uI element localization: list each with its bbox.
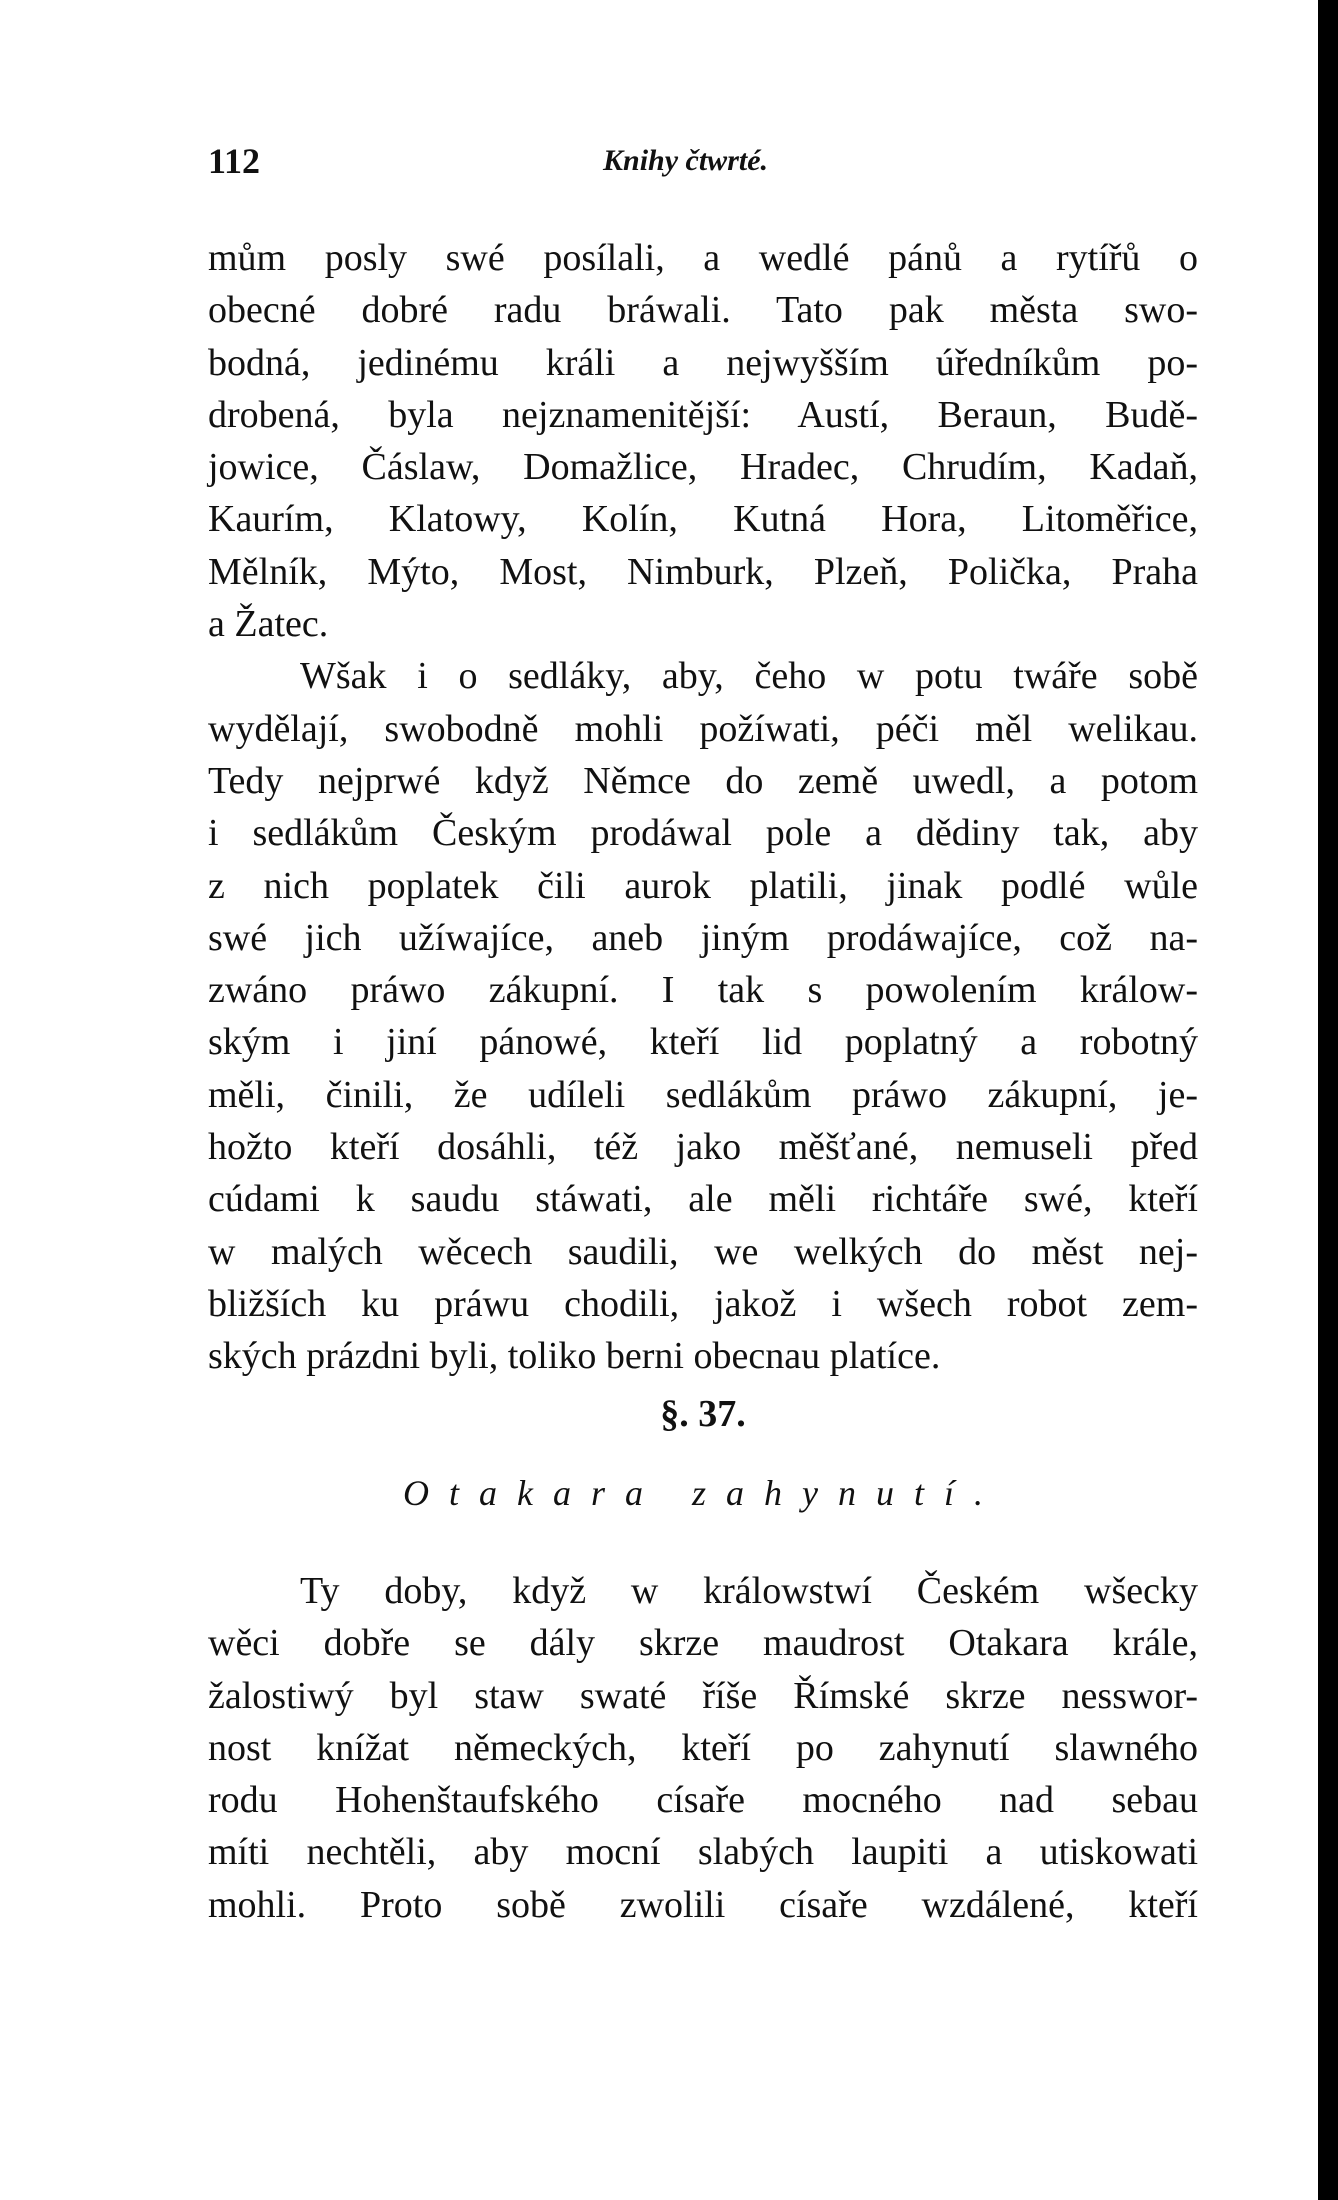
text-line: rodu Hohenštaufského císaře mocného nad sebau: [208, 1779, 1198, 1822]
text-line: bližších ku práwu chodili, jakož i wšech robot zem-: [208, 1282, 1198, 1325]
running-title: Knihy čtwrté.: [603, 144, 769, 177]
text-line: hožto kteří dosáhli, též jako měšťané, nemuseli před: [208, 1126, 1198, 1169]
text-line: i sedlákům Českým prodáwal pole a dědiny tak, aby: [208, 812, 1198, 855]
text-line: mům posly swé posílali, a wedlé pánů a rytířů o: [208, 237, 1198, 279]
text-line: wydělají, swobodně mohli požíwati, péči měl welikau.: [208, 707, 1198, 750]
text-line: Tedy nejprwé když Němce do země uwedl, a potom: [208, 759, 1198, 802]
text-line: obecné dobré radu bráwali. Tato pak města swo-: [208, 289, 1198, 332]
text-line: bodná, jedinému králi a nejwyšším úředníkům po-: [208, 341, 1198, 384]
scan-border: [1318, 0, 1338, 2200]
page-header: [208, 140, 1198, 190]
text-line: ským i jiní pánowé, kteří lid poplatný a robotný: [208, 1021, 1198, 1064]
text-line: z nich poplatek čili aurok platili, jinak podlé wůle: [208, 864, 1198, 907]
text-line: w malých wěcech saudili, we welkých do měst nej-: [208, 1230, 1198, 1273]
text-line: swé jich užíwajíce, aneb jiným prodáwajíce, což na-: [208, 916, 1198, 959]
text-line: jowice, Čáslaw, Domažlice, Hradec, Chrudím, Kadaň,: [208, 446, 1198, 489]
section-title: Otakara zahynutí.: [403, 1473, 1003, 1513]
page-number: 112: [208, 141, 261, 181]
text-line: Kaurím, Klatowy, Kolín, Kutná Hora, Litoměřice,: [208, 498, 1198, 541]
text-line: Mělník, Mýto, Most, Nimburk, Plzeň, Polička, Praha: [208, 550, 1198, 593]
body-text-top: [208, 232, 1198, 1383]
body-text-bottom: [208, 1565, 1198, 1931]
text-line: wěci dobře se dály skrze maudrost Otakara krále,: [208, 1622, 1198, 1665]
section-number: §. 37.: [660, 1393, 746, 1435]
text-line: a Žatec.: [208, 603, 329, 646]
text-line: cúdami k saudu stáwati, ale měli richtáře swé, kteří: [208, 1178, 1198, 1221]
text-line: žalostiwý byl staw swaté říše Římské skrze nesswor-: [208, 1674, 1198, 1717]
text-line: ských prázdni byli, toliko berni obecnau platíce.: [208, 1335, 941, 1378]
text-line: nost knížat německých, kteří po zahynutí slawného: [208, 1726, 1198, 1769]
text-line: měli, činili, že udíleli sedlákům práwo zákupní, je-: [208, 1073, 1198, 1116]
text-line: Ty doby, když w králowstwí Českém wšecky: [300, 1570, 1198, 1612]
text-line: Wšak i o sedláky, aby, čeho w potu twáře sobě: [300, 655, 1198, 698]
text-line: drobená, byla nejznamenitější: Austí, Beraun, Budě-: [208, 393, 1198, 436]
text-line: mohli. Proto sobě zwolili císaře wzdálené, kteří: [208, 1883, 1198, 1926]
text-line: zwáno práwo zákupní. I tak s powolením králow-: [208, 969, 1198, 1012]
text-line: míti nechtěli, aby mocní slabých laupiti a utiskowati: [208, 1831, 1198, 1874]
